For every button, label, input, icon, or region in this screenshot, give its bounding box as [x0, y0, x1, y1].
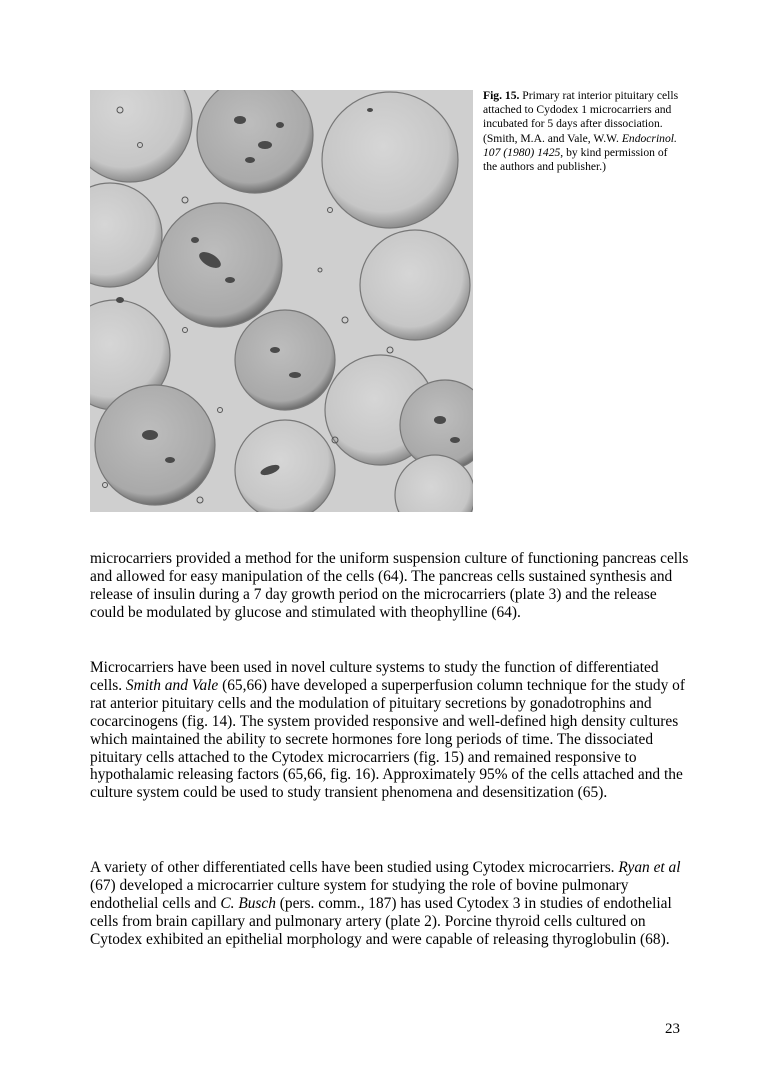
paragraph-text: microcarriers provided a method for the uniform suspension culture of functioning pancreas cells and allowed for easy manipulation of the cells (64). The pancreas cells sustained synthesis and release of insulin during a 7 day growth period on the microcarriers (plate 3) and the release could be modulated by glucose and stimulated with theophylline (64). [90, 550, 689, 621]
paragraph-text: (65,66) have developed a superperfusion column technique for the study of rat anterior pituitary cells and the modulation of pituitary secretions by gonadotrophins and cocarcinogens (fig. 14). The system provided responsive and well-defined high density cultures which maintained the ability to secrete hormones fore long periods of time. The dissociated pituitary cells attached to the Cytodex microcarriers (fig. 15) and remained responsive to hypothalamic releasing factors (65,66, fig. 16). Approximately 95% of the cells attached and the culture system could be used to study transient phenomena and desensitization (65). [90, 676, 685, 802]
author-citation: C. Busch [220, 894, 276, 912]
paragraph-text: (67) developed a microcarrier culture system for studying the role of bovine pulmonary endothelial cells and [90, 876, 629, 912]
caption-text-end: , by kind permission of the authors and publisher.) [483, 145, 668, 174]
caption-journal: Endocrinol. 107 (1980) 1425 [483, 131, 677, 159]
author-citation: Smith and Vale [125, 676, 219, 694]
paragraph-text: (pers. comm., 187) has used Cytodex 3 in studies of endothelial cells from brain capillary and pulmonary artery (plate 2). Porcine thyroid cells cultured on Cytodex exhibited an epithelial morphology and were capable of releasing thyroglobulin (68). [90, 894, 672, 948]
body-paragraph-3 [90, 859, 690, 949]
paragraph-text: A variety of other differentiated cells have been studied using Cytodex microcarriers. [90, 859, 619, 876]
body-paragraph-2 [90, 659, 690, 802]
body-paragraph-1 [90, 550, 690, 622]
page-number: 23 [665, 1021, 680, 1037]
figure-label: Fig. 15. [483, 89, 520, 102]
caption-text: Primary rat interior pituitary cells attached to Cydodex 1 microcarriers and incubated for 5 days after dissociation. (Smith, M.A. and Vale, W.W. [483, 89, 679, 145]
paragraph-text: Microcarriers have been used in novel culture systems to study the function of differentiated cells. [90, 659, 659, 694]
author-citation: Ryan et al [618, 859, 681, 876]
micrograph-image [90, 90, 473, 512]
figure-caption [483, 89, 683, 174]
